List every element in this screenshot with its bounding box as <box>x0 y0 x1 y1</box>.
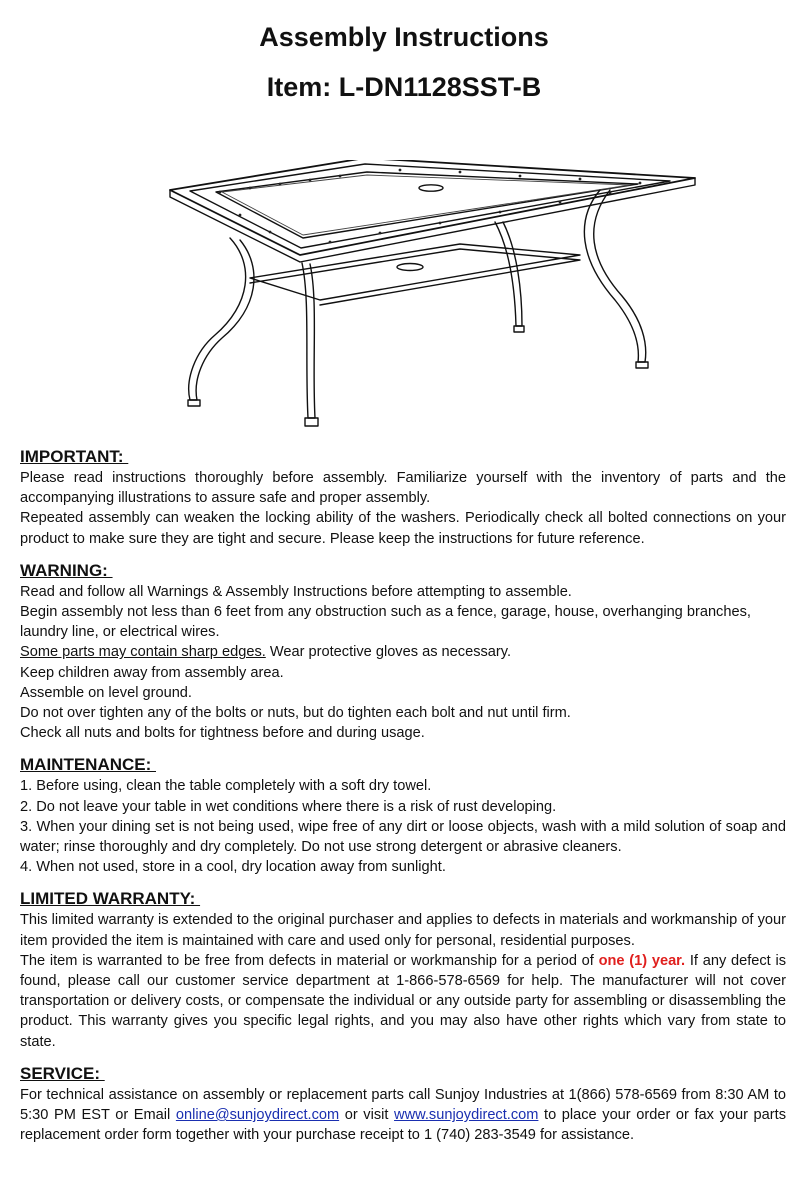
item-number: Item: L-DN1128SST-B <box>266 72 542 102</box>
service-text: or visit <box>339 1107 395 1124</box>
service-heading: SERVICE: <box>20 1063 105 1083</box>
maintenance-section <box>20 755 786 877</box>
warranty-paragraph <box>20 951 786 1052</box>
warning-item <box>20 642 786 662</box>
warranty-paragraph: This limited warranty is extended to the original purchaser and applies to defects in materials and workmanship of your item provided the item is maintained with care and used only for personal, residential purposes. <box>20 912 786 949</box>
warning-heading: WARNING: <box>20 560 113 580</box>
warning-item: Do not over tighten any of the bolts or nuts, but do tighten each bolt and nut until firm. <box>20 705 571 722</box>
warning-item: Begin assembly not less than 6 feet from any obstruction such as a fence, garage, house, overhanging branches, laundry line, or electrical wires. <box>20 604 751 641</box>
website-link[interactable]: www.sunjoydirect.com <box>394 1107 539 1124</box>
warning-item: Read and follow all Warnings & Assembly Instructions before attempting to assemble. <box>20 583 572 600</box>
service-paragraph <box>20 1085 786 1146</box>
sharp-edges-note: Some parts may contain sharp edges. <box>20 644 266 661</box>
warning-item: Keep children away from assembly area. <box>20 664 284 681</box>
important-paragraph: Repeated assembly can weaken the locking ability of the washers. Periodically check all bolted connections on your product to make sure they are tight and secure. Please keep the instructions for future reference. <box>20 510 786 547</box>
service-text: For technical assistance on assembly or replacement parts call Sunjoy Industries at 1(866) 578-6569 from 8:30 AM to 5:30 PM EST or Email <box>20 1086 786 1124</box>
email-link[interactable]: online@sunjoydirect.com <box>175 1107 340 1124</box>
warning-item: Assemble on level ground. <box>20 684 205 701</box>
warning-section <box>20 561 786 744</box>
maintenance-item: 3. When your dining set is not being used, wipe free of any dirt or loose objects, wash with a mild solution of soap and water; rinse thoroughly and dry completely. Do not use strong detergent or abrasive cleaners. <box>20 818 786 856</box>
service-section <box>20 1064 786 1146</box>
important-section <box>20 447 786 549</box>
service-text: to place your order or fax your parts replacement order form together with your purchase receipt to 1 (740) 283-3549 for assistance. <box>20 1107 786 1144</box>
important-heading: IMPORTANT: <box>20 447 129 466</box>
warranty-heading: LIMITED WARRANTY: <box>20 889 201 909</box>
warranty-period: one (1) year. <box>598 952 686 969</box>
maintenance-item: 2. Do not leave your table in wet conditions where there is a risk of rust developing. <box>20 798 557 815</box>
important-paragraph: Please read instructions thoroughly before assembly. Familiarize yourself with the inventory of parts and the accompanying illustrations to assure safe and proper assembly. <box>20 470 786 507</box>
warning-item: Check all nuts and bolts for tightness before and during usage. <box>20 725 425 742</box>
patio-dining-table-icon <box>160 160 700 450</box>
maintenance-heading: MAINTENANCE: <box>20 755 156 775</box>
warranty-text: The item is warranted to be free from defects in material or workmanship for a period of <box>20 952 599 969</box>
gloves-note: Wear protective gloves as necessary. <box>265 644 512 661</box>
warranty-section <box>20 889 786 1051</box>
instructions-body <box>20 447 786 1157</box>
maintenance-item: 4. When not used, store in a cool, dry location away from sunlight. <box>20 859 446 876</box>
warranty-text: If any defect is found, please call our customer service department at 1-866-578-6569 for help. The manufacturer will not cover transportation or delivery costs, or compensate the individual or any outside party for assembling or disassembling the product. This warranty gives you specific legal rights, and you may also have other rights which vary from state to state. <box>20 952 787 1050</box>
maintenance-item: 1. Before using, clean the table completely with a soft dry towel. <box>20 778 432 795</box>
page-title: Assembly Instructions <box>259 22 549 52</box>
